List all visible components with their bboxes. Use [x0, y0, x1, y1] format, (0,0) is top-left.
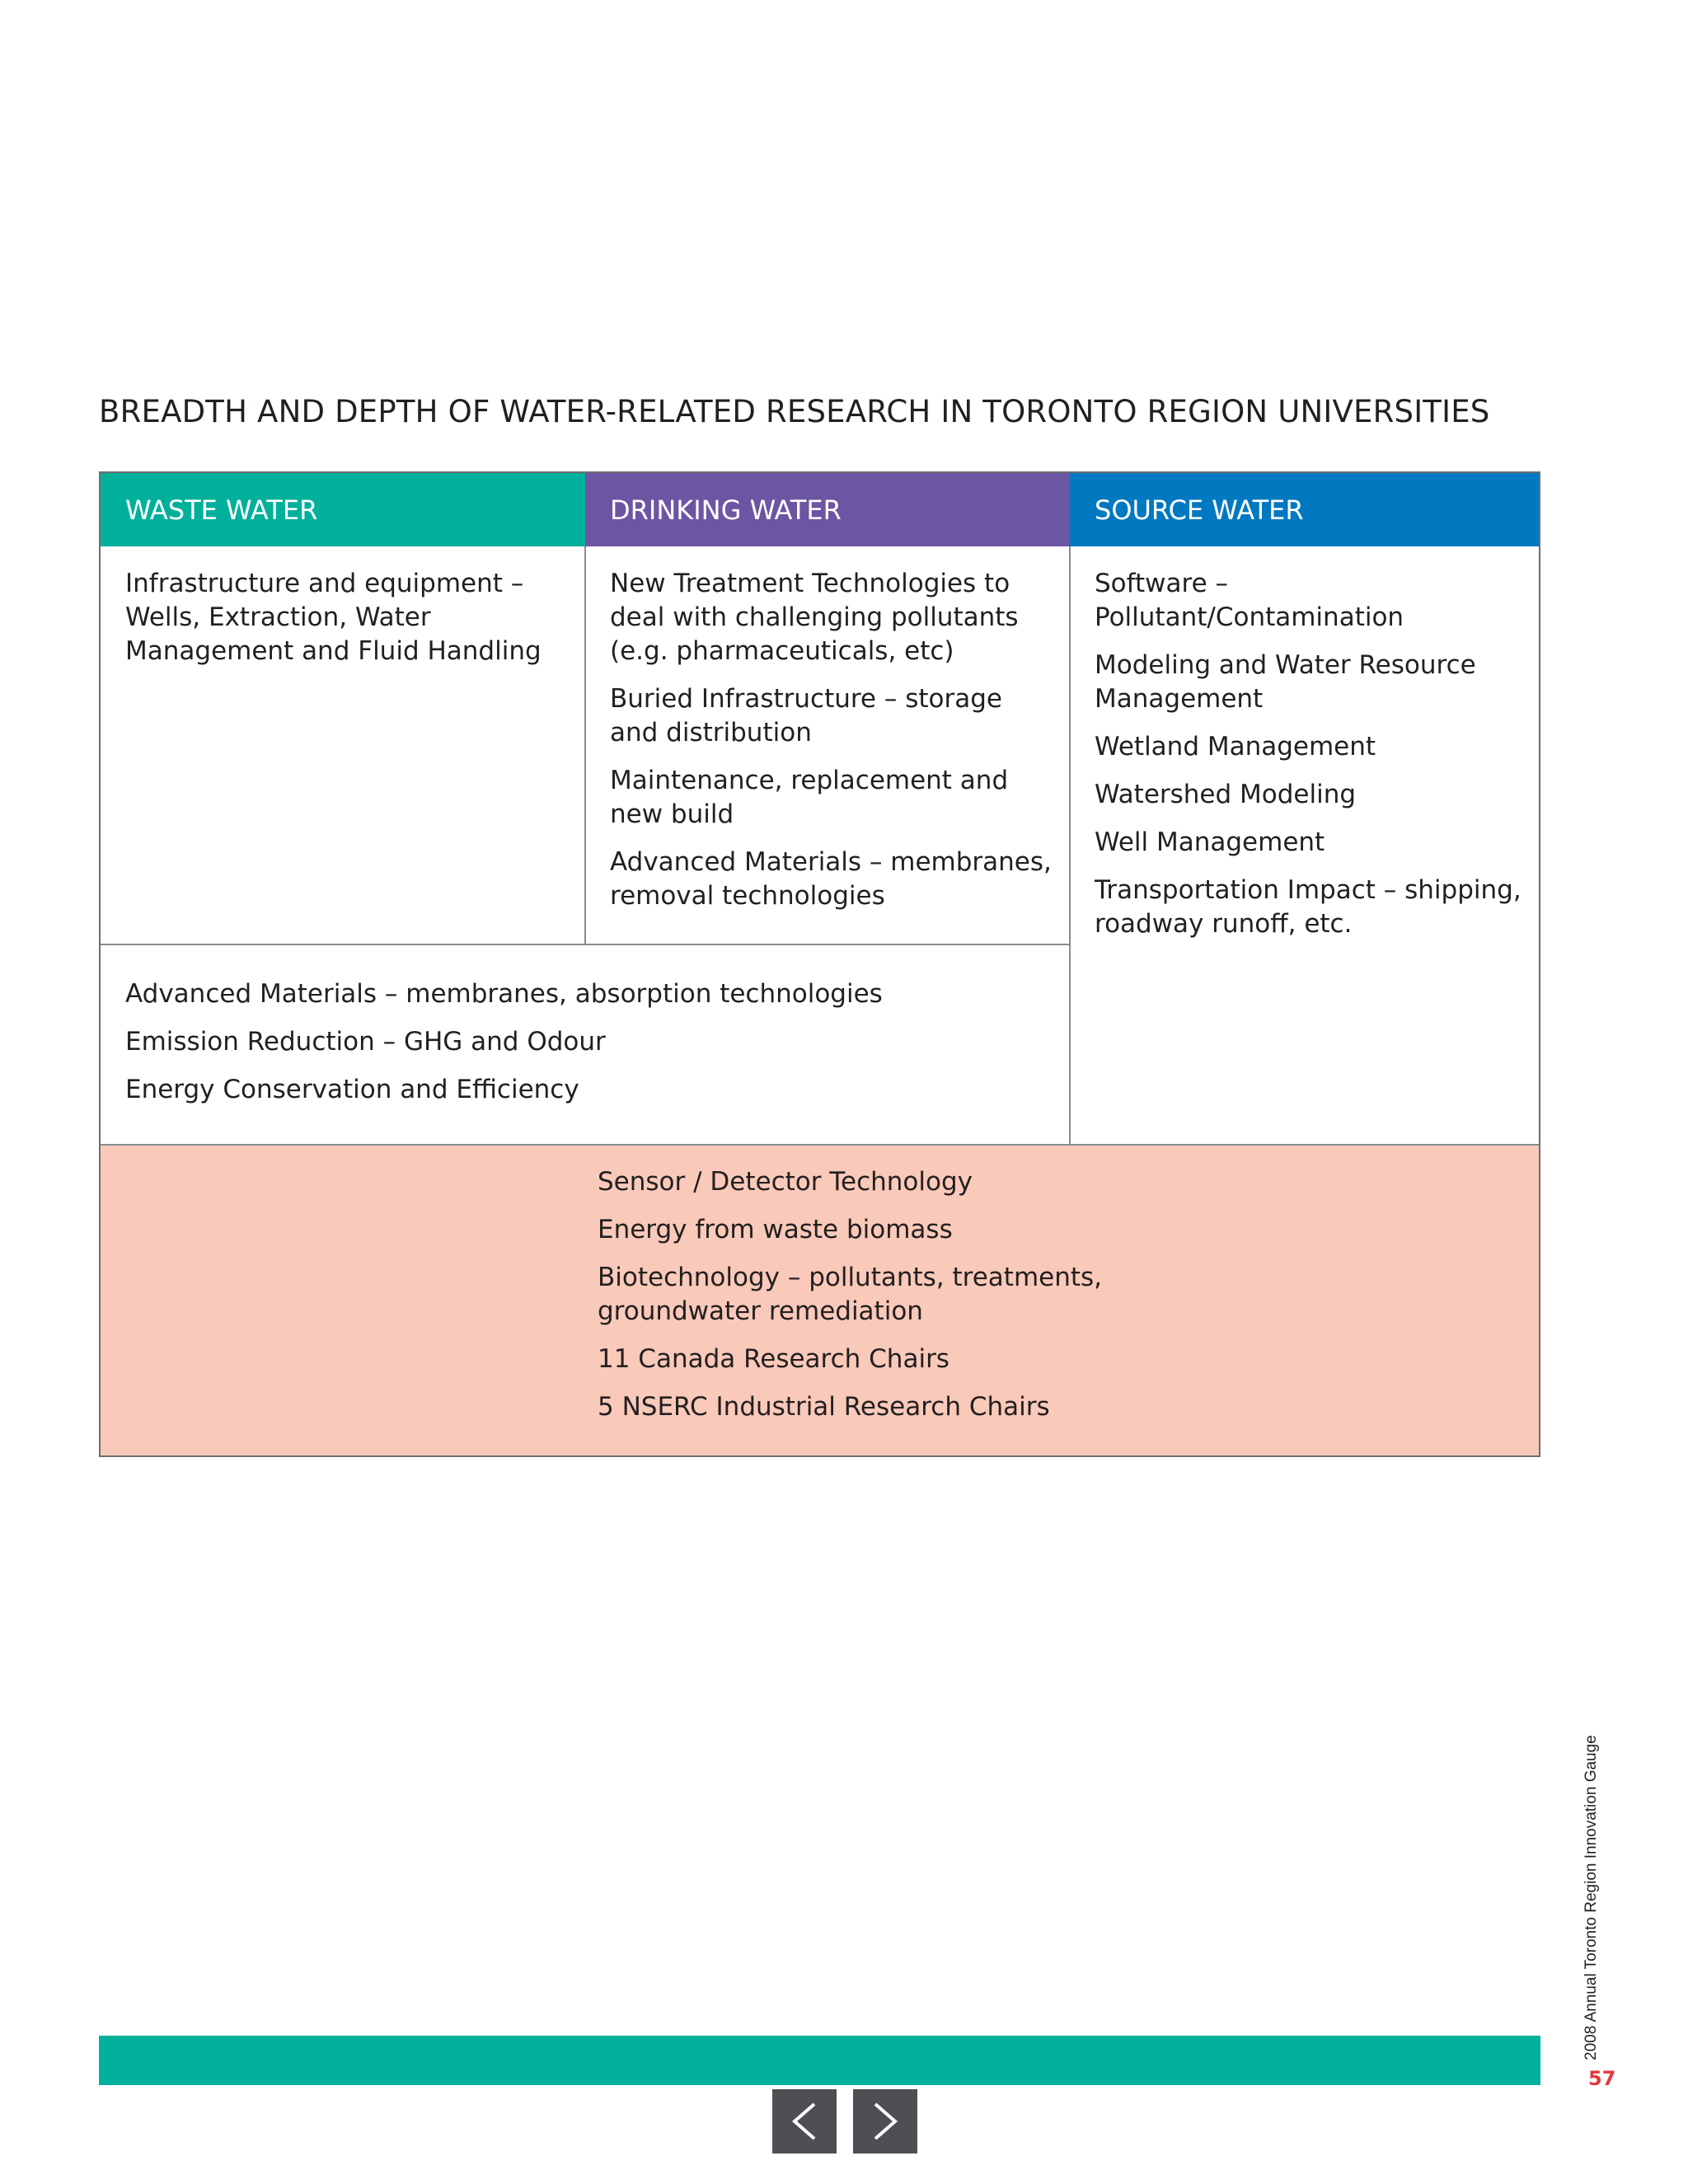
list-item: Transportation Impact – shipping, roadway runoff, etc. — [1095, 875, 1522, 939]
list-item: New Treatment Technologies to deal with challenging pollutants (e.g. pharmaceuticals, etc) — [610, 569, 1019, 666]
chevron-left-icon — [788, 2101, 821, 2142]
list-item: Advanced Materials – membranes, absorption technologies — [125, 979, 883, 1009]
list-item: Maintenance, replacement and new build — [610, 766, 1009, 829]
research-matrix — [99, 471, 1540, 1457]
list-item: Infrastructure and equipment – Wells, Extraction, Water Management and Fluid Handling — [125, 569, 542, 666]
header-drinking-water-label: DRINKING WATER — [610, 494, 842, 526]
header-source-water-label: SOURCE WATER — [1095, 494, 1304, 526]
waste-drinking-shared-cell — [125, 977, 1048, 1107]
list-item: Modeling and Water Resource Management — [1095, 650, 1476, 714]
divider-shared-row — [101, 944, 1070, 945]
previous-page-button[interactable] — [772, 2089, 837, 2154]
list-item: Advanced Materials – membranes, removal technologies — [610, 847, 1052, 911]
chevron-right-icon — [869, 2101, 902, 2142]
header-source-water — [1070, 473, 1539, 546]
divider-waste-drinking — [584, 546, 586, 945]
list-item: Energy from waste biomass — [598, 1215, 953, 1244]
list-item: Sensor / Detector Technology — [598, 1167, 973, 1197]
divider-drinking-source — [1069, 546, 1071, 1144]
list-item: Watershed Modeling — [1095, 780, 1357, 809]
list-item: Biotechnology – pollutants, treatments, groundwater remediation — [598, 1263, 1103, 1326]
header-waste-water — [101, 473, 585, 546]
drinking-water-cell — [610, 567, 1055, 913]
all-shared-list — [598, 1165, 1125, 1438]
footer-bar — [99, 2036, 1540, 2085]
list-item: Software – Pollutant/Contamination — [1095, 569, 1404, 632]
next-page-button[interactable] — [853, 2089, 917, 2154]
page-title: BREADTH AND DEPTH OF WATER-RELATED RESEARCH IN TORONTO REGION UNIVERSITIES — [99, 394, 1490, 429]
list-item: Wetland Management — [1095, 732, 1376, 762]
waste-water-cell — [125, 567, 554, 668]
publication-caption: 2008 Annual Toronto Region Innovation Gauge — [1582, 1735, 1600, 2060]
list-item: 11 Canada Research Chairs — [598, 1344, 950, 1374]
list-item: Energy Conservation and Efficiency — [125, 1075, 579, 1104]
list-item: 5 NSERC Industrial Research Chairs — [598, 1392, 1050, 1422]
all-shared-band — [101, 1144, 1539, 1455]
list-item: Well Management — [1095, 827, 1325, 857]
page-number: 57 — [1588, 2067, 1616, 2090]
list-item: Buried Infrastructure – storage and distribution — [610, 684, 1002, 748]
header-drinking-water — [585, 473, 1070, 546]
list-item: Emission Reduction – GHG and Odour — [125, 1027, 606, 1057]
source-water-cell — [1095, 567, 1531, 941]
header-waste-water-label: WASTE WATER — [125, 494, 318, 526]
